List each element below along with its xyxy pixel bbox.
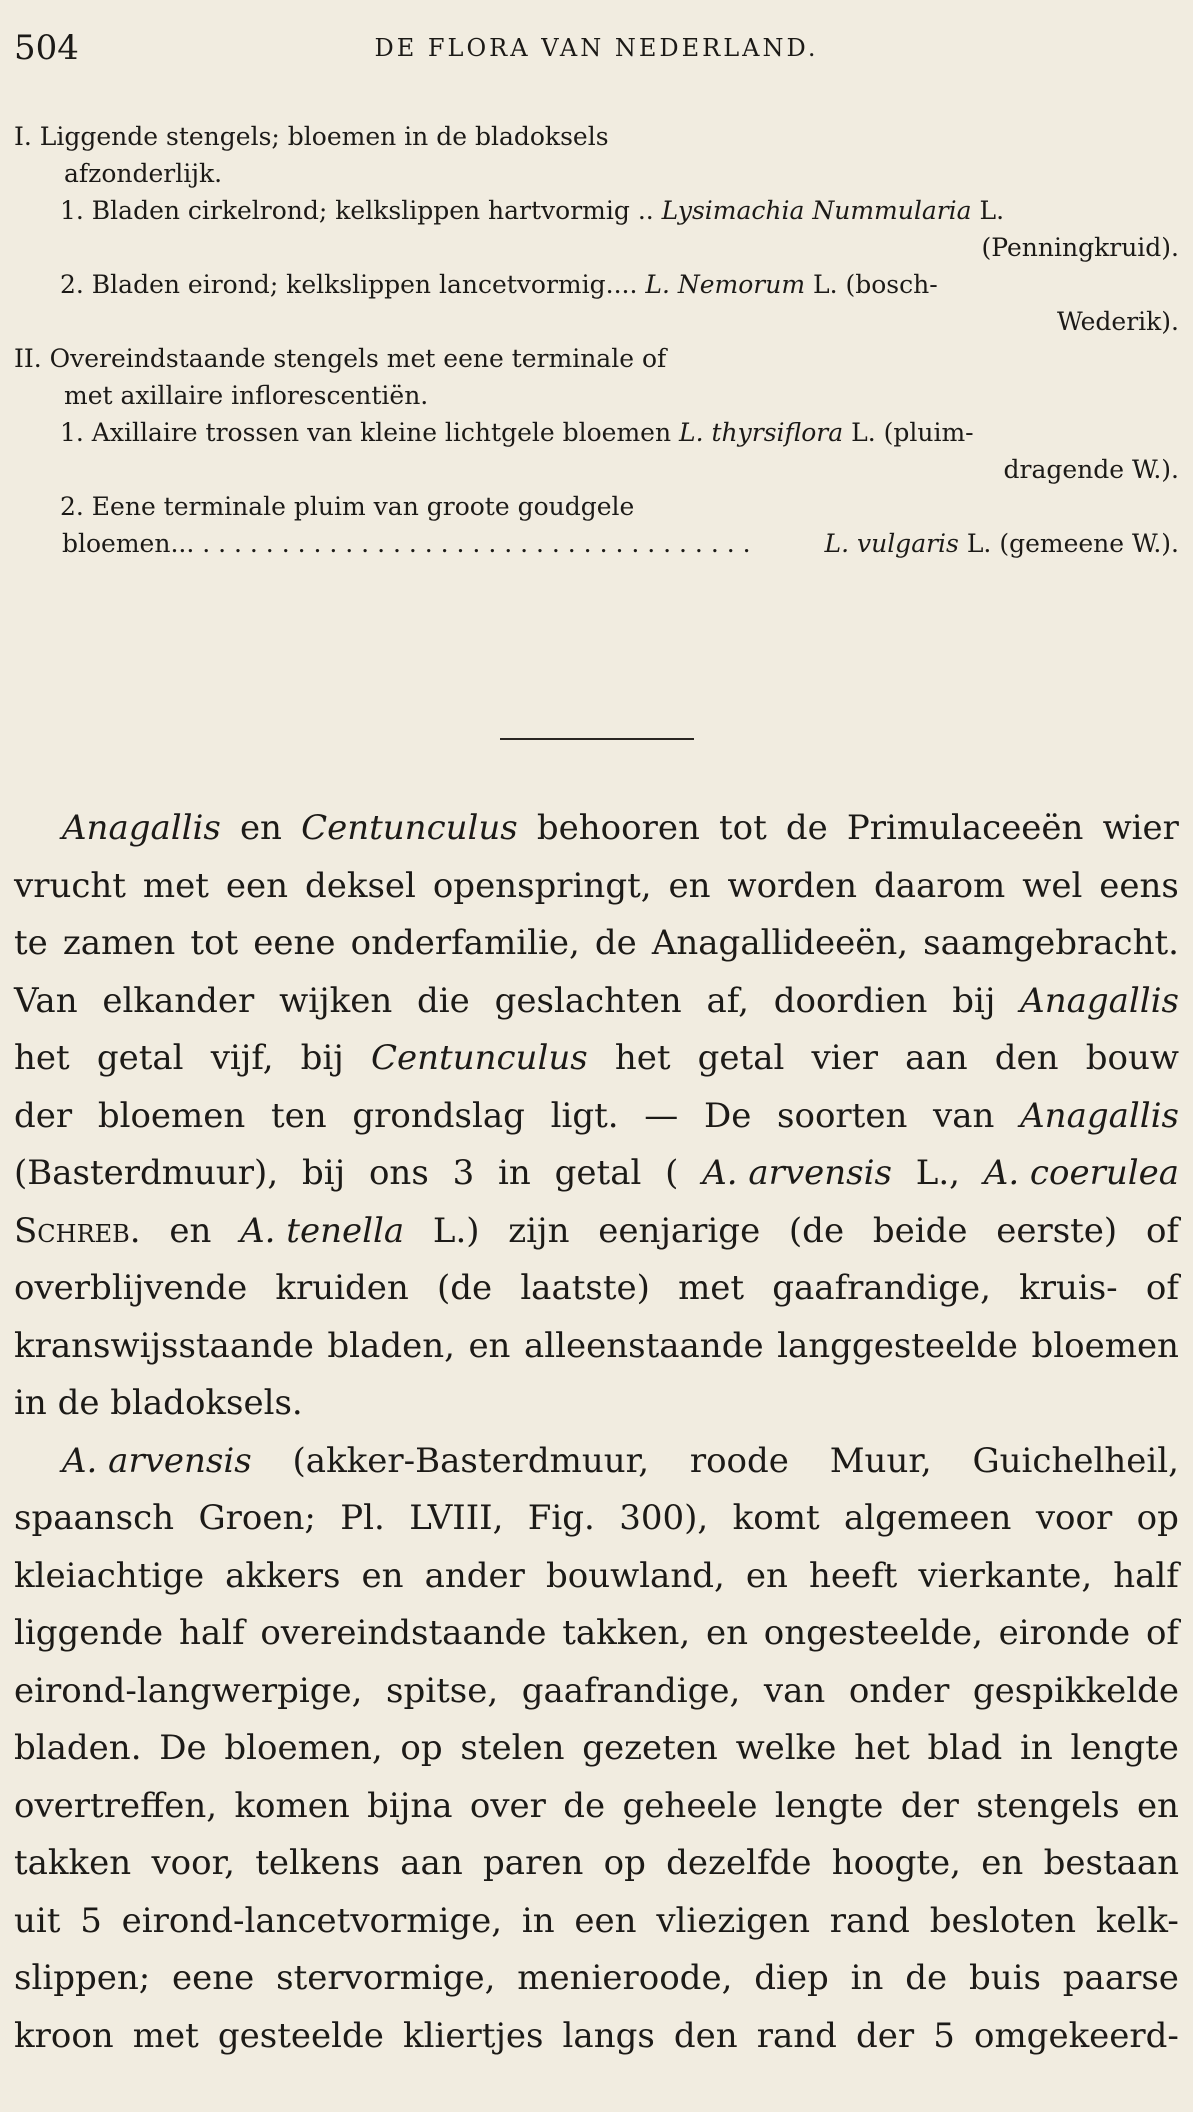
- word: bij: [300, 1038, 344, 1078]
- word: met: [142, 865, 209, 906]
- word: Primulaceeën: [846, 808, 1084, 848]
- word: de: [563, 1785, 606, 1826]
- word: 5: [933, 2015, 955, 2056]
- word: langgesteelde: [777, 1325, 1018, 1366]
- word: vierkante,: [918, 1555, 1093, 1596]
- word: den: [994, 1038, 1059, 1078]
- word: over: [469, 1785, 546, 1826]
- word: saamgebracht.: [923, 923, 1179, 963]
- word: bloemen,: [224, 1728, 383, 1768]
- word: lengte: [1070, 1728, 1179, 1768]
- word: eerste): [996, 1210, 1118, 1251]
- word: Pl.: [340, 1498, 385, 1538]
- key-text: bloemen... . . . . . . . . . . . . . . . . . . . . . . . . . . . . . . . . . . .: [62, 529, 751, 558]
- word: vrucht: [14, 865, 126, 906]
- word: telkens: [255, 1843, 380, 1883]
- text-line: [14, 1605, 1179, 1663]
- word: de: [594, 923, 637, 963]
- key-text: afzonderlijk.: [64, 159, 223, 188]
- text-line: [14, 1030, 1179, 1088]
- key-line: [14, 377, 1179, 414]
- word: half: [1113, 1555, 1179, 1596]
- word: L.): [432, 1210, 480, 1251]
- word: het: [854, 1728, 910, 1768]
- word: ander: [424, 1555, 525, 1596]
- word: wel: [1022, 865, 1083, 906]
- text-line: [14, 2008, 1179, 2066]
- word: overtreffen,: [14, 1785, 218, 1826]
- word: algemeen: [844, 1498, 1012, 1538]
- word: en: [239, 808, 282, 848]
- word: vier: [811, 1038, 878, 1078]
- word: liggende: [14, 1613, 164, 1653]
- word: de: [785, 808, 828, 848]
- genus-name: Centunculus: [371, 1038, 588, 1078]
- word: op: [400, 1728, 443, 1768]
- word: (Basterdmuur),: [14, 1153, 279, 1193]
- word: op: [603, 1843, 646, 1883]
- word: gesteelde: [217, 2015, 384, 2056]
- word: deksel: [304, 865, 416, 906]
- text-line: [14, 1548, 1179, 1606]
- author-abbrev: L.,: [915, 1153, 960, 1193]
- word: komen: [234, 1785, 350, 1826]
- text-line: [14, 1663, 1179, 1721]
- word: onder: [848, 1670, 950, 1711]
- common-name: L. (pluim-: [851, 418, 974, 447]
- key-line: [14, 340, 1179, 377]
- key-line: [14, 451, 1179, 488]
- word: beide: [872, 1210, 968, 1251]
- key-text: 2. Eene terminale pluim van groote goudgele: [60, 492, 635, 521]
- word: kranswijsstaande: [14, 1325, 314, 1366]
- species-name: A. coerulea: [983, 1153, 1179, 1193]
- text-line: [14, 1950, 1179, 2008]
- genus-name: Centunculus: [301, 808, 518, 848]
- word: vijf,: [210, 1038, 274, 1078]
- word: kleiachtige: [14, 1555, 205, 1596]
- word: aan: [905, 1038, 968, 1078]
- word: af,: [706, 980, 749, 1021]
- word: overeindstaande: [260, 1613, 547, 1653]
- common-name: (Penningkruid).: [981, 233, 1179, 262]
- word: het: [614, 1038, 671, 1078]
- word: akkers: [225, 1555, 341, 1596]
- text-line: [14, 800, 1179, 858]
- word: een: [225, 865, 289, 906]
- word: (de: [436, 1268, 493, 1308]
- word: bladen,: [327, 1325, 455, 1366]
- identification-key: [14, 118, 1179, 562]
- word: bij: [301, 1153, 346, 1193]
- word: De: [159, 1728, 207, 1768]
- text-line: [14, 1260, 1179, 1318]
- key-text: II. Overeindstaande stengels met eene terminale of: [14, 344, 667, 373]
- word: paren: [483, 1843, 584, 1883]
- word: laatste): [520, 1268, 650, 1308]
- text-line: [14, 1318, 1179, 1376]
- word: de: [905, 1958, 948, 1998]
- word: buis: [968, 1958, 1041, 1998]
- text-line: [14, 915, 1179, 973]
- word: ongesteelde,: [763, 1613, 983, 1653]
- word: (de: [788, 1210, 845, 1251]
- word: getal: [554, 1153, 642, 1193]
- key-line: [14, 488, 1179, 525]
- word: getal: [697, 1038, 785, 1078]
- common-name: L. (bosch-: [813, 270, 938, 299]
- text-line: [14, 1088, 1179, 1146]
- word: en: [468, 1325, 511, 1366]
- word: —: [644, 1095, 679, 1136]
- key-line: [14, 118, 1179, 155]
- word: wijken: [279, 980, 393, 1021]
- word: een: [574, 1900, 637, 1941]
- word: onderfamilie,: [350, 923, 580, 963]
- word: heeft: [808, 1555, 898, 1596]
- word: getal: [96, 1038, 184, 1078]
- text-line: [14, 1203, 1179, 1261]
- key-text: 1. Bladen cirkelrond; kelkslippen hartvormig ..: [60, 196, 654, 225]
- text-line: [14, 1835, 1179, 1893]
- word: die: [417, 980, 470, 1021]
- key-line: [14, 229, 1179, 266]
- species-name: A. arvensis: [702, 1153, 892, 1193]
- word: besloten: [929, 1900, 1077, 1941]
- word: welke: [735, 1728, 837, 1768]
- word: geslachten: [494, 980, 682, 1021]
- text-line: [14, 1145, 1179, 1203]
- species-name: L. Nemorum: [645, 270, 806, 299]
- word: eenjarige: [598, 1210, 761, 1251]
- word: Muur,: [829, 1440, 932, 1481]
- key-text: met axillaire inflorescentiën.: [64, 381, 429, 410]
- word: overblijvende: [14, 1268, 248, 1308]
- text-line: [14, 1778, 1179, 1836]
- word: aan: [400, 1843, 463, 1883]
- key-line: [14, 192, 1179, 229]
- key-text: I. Liggende stengels; bloemen in de bladoksels: [14, 122, 609, 151]
- text-line: [14, 973, 1179, 1031]
- running-title: DE FLORA VAN NEDERLAND.: [374, 34, 819, 62]
- page-number: 504: [14, 28, 79, 68]
- species-name: A. arvensis: [62, 1440, 252, 1481]
- word: ons: [368, 1153, 429, 1193]
- word: 5: [80, 1900, 102, 1941]
- key-text: 1. Axillaire trossen van kleine lichtgele bloemen: [60, 418, 672, 447]
- word: elkander: [102, 980, 255, 1021]
- word: eirond-langwerpige,: [14, 1670, 363, 1711]
- word: Anagallideeën,: [651, 923, 909, 963]
- word: paarse: [1062, 1958, 1179, 1998]
- word: vliezigen: [656, 1900, 810, 1941]
- word: met: [132, 2015, 199, 2056]
- word: alleenstaande: [524, 1325, 764, 1366]
- word: kliertjes: [402, 2015, 544, 2056]
- word: bouwland,: [545, 1555, 725, 1596]
- common-name: L. (gemeene W.).: [966, 529, 1179, 558]
- word: en: [668, 865, 711, 906]
- word: en: [1136, 1785, 1179, 1826]
- word: tot: [718, 808, 767, 848]
- word: gaafrandige,: [772, 1268, 991, 1308]
- word: menieroode,: [517, 1958, 733, 1998]
- word: rand: [829, 1900, 910, 1941]
- word: kruis-: [1019, 1268, 1118, 1308]
- word: ten: [271, 1095, 327, 1136]
- word: gezeten: [582, 1728, 718, 1768]
- word: langs: [562, 2015, 655, 2056]
- word: zijn: [508, 1210, 570, 1251]
- key-line: [14, 155, 1179, 192]
- word: soorten: [777, 1095, 908, 1136]
- word: stengels: [976, 1785, 1120, 1826]
- word: roode: [689, 1440, 789, 1481]
- word: in: [521, 1900, 555, 1941]
- word: openspringt,: [432, 865, 652, 906]
- word: en: [705, 1613, 748, 1653]
- text-segment: in de bladoksels.: [14, 1383, 303, 1423]
- common-name: dragende W.).: [1003, 455, 1179, 484]
- word: Fig.: [527, 1498, 595, 1538]
- genus-name: Anagallis: [1020, 1095, 1179, 1136]
- word: Van: [14, 980, 78, 1021]
- word: den: [673, 2015, 738, 2056]
- species-name: A. tenella: [240, 1210, 405, 1251]
- species-name: L. vulgaris: [824, 529, 959, 558]
- word: hoogte,: [831, 1843, 961, 1883]
- word: (akker-Basterdmuur,: [292, 1440, 649, 1481]
- word: of: [1145, 1210, 1179, 1251]
- word: of: [1145, 1613, 1179, 1653]
- genus-name: Anagallis: [1020, 980, 1179, 1021]
- word: gaafrandige,: [521, 1670, 741, 1711]
- word: stelen: [460, 1728, 565, 1768]
- text-line: [14, 1490, 1179, 1548]
- word: of: [1145, 1268, 1179, 1308]
- word: worden: [727, 865, 858, 906]
- text-line: [14, 1720, 1179, 1778]
- word: zamen: [62, 923, 176, 963]
- word: rand: [756, 2015, 837, 2056]
- word: der: [900, 1785, 959, 1826]
- word: dezelfde: [666, 1843, 812, 1883]
- word: stervormige,: [276, 1958, 496, 1998]
- word: Guichelheil,: [972, 1440, 1179, 1481]
- word: der: [856, 2015, 915, 2056]
- word: van: [933, 1095, 995, 1136]
- word: voor,: [151, 1843, 235, 1883]
- word: en: [169, 1210, 212, 1251]
- word: bij: [952, 980, 996, 1021]
- text-line: [14, 858, 1179, 916]
- key-line: [14, 525, 1179, 562]
- word: grondslag: [352, 1095, 525, 1136]
- author-abbrev: Schreb.: [14, 1210, 141, 1251]
- word: bouw: [1085, 1038, 1179, 1078]
- word: komt: [732, 1498, 820, 1538]
- word: met: [678, 1268, 745, 1308]
- word: uit: [14, 1900, 61, 1941]
- word: bestaan: [1043, 1843, 1179, 1883]
- word: voor: [1035, 1498, 1113, 1538]
- word: eironde: [998, 1613, 1131, 1653]
- word: bloemen: [1031, 1325, 1179, 1366]
- species-name: Lysimachia Nummularia: [661, 196, 972, 225]
- word: half: [178, 1613, 245, 1653]
- word: bijna: [367, 1785, 453, 1826]
- common-name: Wederik).: [1056, 307, 1179, 336]
- word: der: [14, 1095, 73, 1136]
- word: (: [665, 1153, 679, 1193]
- word: behooren: [536, 808, 700, 848]
- word: lengte: [774, 1785, 884, 1826]
- text-line: [14, 1893, 1179, 1951]
- word: bloemen: [97, 1095, 246, 1136]
- key-line: [14, 266, 1179, 303]
- word: slippen;: [14, 1958, 151, 1998]
- word: eens: [1099, 865, 1179, 906]
- word: eirond-lancetvormige,: [121, 1900, 503, 1941]
- word: van: [763, 1670, 826, 1711]
- word: in: [850, 1958, 884, 1998]
- page-header: [14, 28, 1179, 68]
- word: 3: [452, 1153, 475, 1193]
- word: en: [745, 1555, 788, 1596]
- word: wier: [1102, 808, 1179, 848]
- species-name: L. thyrsiflora: [679, 418, 844, 447]
- word: bladen.: [14, 1728, 142, 1768]
- word: het: [14, 1038, 70, 1078]
- word: en: [361, 1555, 404, 1596]
- genus-name: Anagallis: [62, 808, 221, 848]
- body-text: [14, 800, 1179, 2065]
- word: gespikkelde: [972, 1670, 1179, 1711]
- word: LVIII,: [409, 1498, 504, 1538]
- word: diep: [754, 1958, 829, 1998]
- word: kelk-: [1095, 1900, 1179, 1941]
- word: tot: [190, 923, 239, 963]
- section-divider: [500, 738, 694, 740]
- word: Groen;: [198, 1498, 316, 1538]
- word: kruiden: [275, 1268, 409, 1308]
- word: eene: [253, 923, 336, 963]
- word: takken,: [562, 1613, 691, 1653]
- word: in: [1019, 1728, 1053, 1768]
- word: te: [14, 923, 48, 963]
- word: De: [703, 1095, 752, 1136]
- word: kroon: [14, 2015, 114, 2056]
- word: takken: [14, 1843, 132, 1883]
- author-abbrev: L.: [979, 196, 1005, 225]
- key-line: [14, 414, 1179, 451]
- word: spitse,: [386, 1670, 499, 1711]
- word: en: [981, 1843, 1024, 1883]
- word: op: [1136, 1498, 1179, 1538]
- word: 300),: [619, 1498, 709, 1538]
- word: blad: [927, 1728, 1003, 1768]
- text-line: [14, 1375, 1179, 1433]
- text-line: [14, 1433, 1179, 1491]
- key-text: 2. Bladen eirond; kelkslippen lancetvormig....: [60, 270, 638, 299]
- word: omgekeerd-: [973, 2015, 1179, 2056]
- word: ligt.: [550, 1095, 619, 1136]
- word: daarom: [874, 865, 1006, 906]
- key-line: [14, 303, 1179, 340]
- word: in: [498, 1153, 531, 1193]
- word: doordien: [773, 980, 928, 1021]
- word: spaansch: [14, 1498, 175, 1538]
- word: eene: [172, 1958, 255, 1998]
- word: geheele: [622, 1785, 758, 1826]
